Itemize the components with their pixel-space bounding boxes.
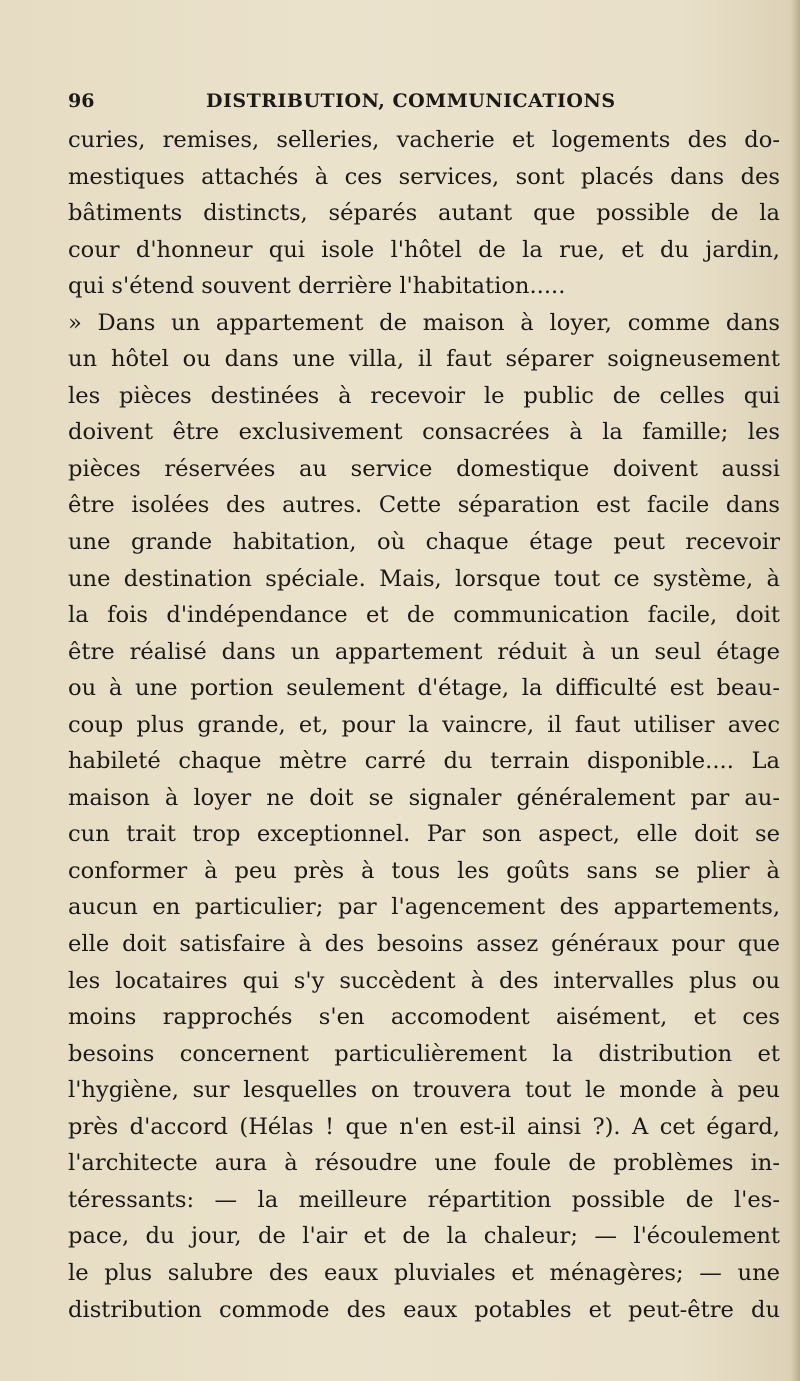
text-line: curies, remises, selleries, vacherie et logements des do- [68,127,780,153]
page-number: 96 [68,90,95,112]
text-line: elle doit satisfaire à des besoins assez généraux pour que [68,931,780,958]
text-line: une grande habitation, où chaque étage peut recevoir [68,529,780,556]
text-line: le plus salubre des eaux pluviales et ménagères; — une [68,1259,780,1286]
text-line: l'architecte aura à résoudre une foule de problèmes in- [68,1150,780,1177]
page-header [68,84,628,118]
text-line: ou à une portion seulement d'étage, la difficulté est beau- [68,675,780,702]
body-text [68,122,780,1328]
text-line: cour d'honneur qui isole l'hôtel de la rue, et du jardin, [68,236,780,263]
text-line: habileté chaque mètre carré du terrain disponible.... La [68,748,780,775]
text-line: qui s'étend souvent derrière l'habitation..... [68,273,566,300]
text-line: maison à loyer ne doit se signaler généralement par au- [68,784,780,811]
text-line: l'hygiène, sur lesquelles on trouvera tout le monde à peu [68,1077,780,1104]
text-line: bâtiments distincts, séparés autant que possible de la [68,200,780,227]
text-line: conformer à peu près à tous les goûts sans se plier à [68,857,780,884]
text-line: près d'accord (Hélas ! que n'en est-il ainsi ?). A cet égard, [68,1113,780,1140]
text-line: les pièces destinées à recevoir le public de celles qui [68,382,780,409]
text-line: aucun en particulier; par l'agencement des appartements, [68,894,780,921]
text-line: être réalisé dans un appartement réduit à un seul étage [68,638,780,665]
text-line: un hôtel ou dans une villa, il faut séparer soigneusement [68,346,780,373]
text-line: besoins concernent particulièrement la distribution et [68,1040,780,1067]
text-line: téressants: — la meilleure répartition possible de l'es- [68,1186,780,1213]
text-line: mestiques attachés à ces services, sont placés dans des [68,163,780,190]
text-line: pace, du jour, de l'air et de la chaleur; — l'écoulement [68,1223,780,1250]
text-line: cun trait trop exceptionnel. Par son aspect, elle doit se [68,821,780,848]
page-edge-shadow [790,0,800,1381]
text-line: moins rapprochés s'en accomodent aisément, et ces [68,1004,780,1031]
text-line: distribution commode des eaux potables et peut-être du [68,1296,780,1323]
text-line: coup plus grande, et, pour la vaincre, il faut utiliser avec [68,711,780,738]
text-line: une destination spéciale. Mais, lorsque tout ce système, à [68,565,780,592]
text-line: être isolées des autres. Cette séparation est facile dans [68,492,780,519]
text-line: les locataires qui s'y succèdent à des intervalles plus ou [68,967,780,994]
text-line: doivent être exclusivement consacrées à la famille; les [68,419,780,446]
text-line: la fois d'indépendance et de communication facile, doit [68,602,780,629]
text-line: pièces réservées au service domestique doivent aussi [68,455,780,482]
running-head: DISTRIBUTION, COMMUNICATIONS [206,90,616,112]
text-line: » Dans un appartement de maison à loyer, comme dans [68,309,780,336]
